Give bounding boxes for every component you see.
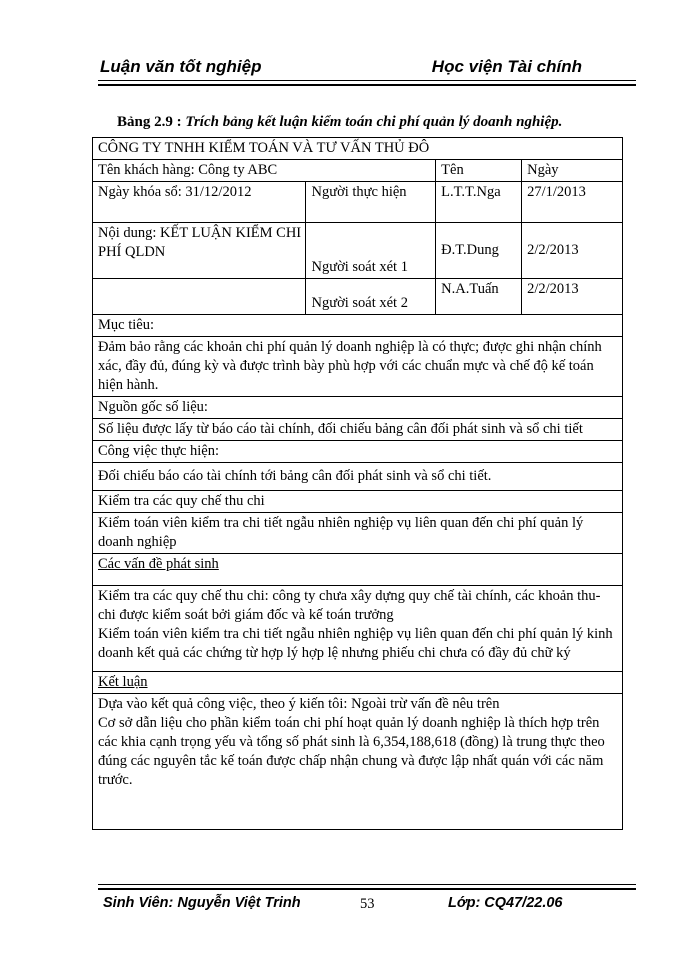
client-name: Tên khách hàng: Công ty ABC: [93, 160, 436, 182]
table-row: [93, 223, 623, 279]
empty-cell: [93, 279, 306, 315]
reviewer1-name: Đ.T.Dung: [436, 223, 522, 279]
conclusion-text-2: Cơ sở dẫn liệu cho phần kiểm toán chi phí hoạt quản lý doanh nghiệp là thích hợp trên các khia cạnh trọng yếu và tổng số phát sinh là 6,354,188,618 (đồng) là trung thực theo đúng các nguyên tắc kế toán được chấp nhận chung và được lập nhất quán với các năm trước.: [98, 715, 605, 788]
conclusion-label: Kết luận: [98, 674, 148, 690]
table-row: [93, 182, 623, 223]
table-row: [93, 554, 623, 586]
source-text: Số liệu được lấy từ báo cáo tài chính, đối chiếu bảng cân đối phát sinh và sổ chi tiết: [93, 419, 623, 441]
reviewer2-label: Người soát xét 2: [306, 279, 436, 315]
objective-text: Đảm bảo rằng các khoản chi phí quản lý doanh nghiệp là có thực; được ghi nhận chính xác, đầy đủ, đúng kỳ và được trình bày phù hợp với các chuẩn mực và chế độ kế toán hiện hành.: [93, 337, 623, 397]
table-row: [93, 513, 623, 554]
column-name-header: Tên: [436, 160, 522, 182]
reviewer2-date: 2/2/2013: [522, 279, 623, 315]
table-row: [93, 491, 623, 513]
table-row: [93, 672, 623, 694]
table-row: [93, 138, 623, 160]
work-label: Công việc thực hiện:: [93, 441, 623, 463]
column-date-header: Ngày: [522, 160, 623, 182]
reviewer1-label: Người soát xét 1: [306, 223, 436, 279]
performer-name: L.T.T.Nga: [436, 182, 522, 223]
table-row: [93, 160, 623, 182]
table-caption: [117, 114, 562, 131]
header-institution: Học viện Tài chính: [431, 57, 582, 76]
table-row: [93, 441, 623, 463]
source-label: Nguồn gốc số liệu:: [93, 397, 623, 419]
footer-rule: [98, 884, 636, 890]
reviewer2-name: N.A.Tuấn: [436, 279, 522, 315]
caption-title: Trích bảng kết luận kiểm toán chi phí quản lý doanh nghiệp.: [185, 114, 563, 130]
objective-label: Mục tiêu:: [93, 315, 623, 337]
footer-student: Sinh Viên: Nguyễn Việt Trinh: [103, 895, 301, 911]
table-row: [93, 694, 623, 830]
table-row: [93, 337, 623, 397]
performer-label: Người thực hiện: [306, 182, 436, 223]
footer-class: Lớp: CQ47/22.06: [448, 895, 563, 911]
check-label: Kiểm tra các quy chế thu chi: [93, 491, 623, 513]
table-row: [93, 463, 623, 491]
conclusion-text: [93, 694, 623, 830]
issues-label-cell: [93, 554, 623, 586]
check-text: Kiểm toán viên kiểm tra chi tiết ngẫu nhiên nghiệp vụ liên quan đến chi phí quản lý doanh nghiệp: [93, 513, 623, 554]
table-row: [93, 586, 623, 672]
company-name: CÔNG TY TNHH KIỂM TOÁN VÀ TƯ VẤN THỦ ĐÔ: [93, 138, 623, 160]
header-rule: [98, 80, 636, 86]
page-number: 53: [360, 896, 375, 912]
table-row: [93, 279, 623, 315]
header-thesis-title: Luận văn tốt nghiệp: [100, 57, 262, 76]
issues-text: [93, 586, 623, 672]
conclusion-label-cell: [93, 672, 623, 694]
caption-label: Bảng 2.9 :: [117, 114, 186, 130]
issues-text-2: Kiểm toán viên kiểm tra chi tiết ngẫu nhiên nghiệp vụ liên quan đến chi phí quản lý kinh doanh kết quả các chứng từ hợp lý hợp lệ nhưng phiếu chi chưa có đầy đủ chữ ký: [98, 626, 613, 661]
content-label: Nội dung: KẾT LUẬN KIỂM CHI PHÍ QLDN: [93, 223, 306, 279]
issues-label: Các vấn đề phát sinh: [98, 556, 219, 572]
issues-text-1: Kiểm tra các quy chế thu chi: công ty chưa xây dựng quy chế tài chính, các khoản thu-chi được kiểm soát bởi giám đốc và kế toán trưởng: [98, 588, 601, 623]
performer-date: 27/1/2013: [522, 182, 623, 223]
audit-conclusion-table: [92, 137, 623, 830]
conclusion-text-1: Dựa vào kết quả công việc, theo ý kiến tôi: Ngoài trừ vấn đề nêu trên: [98, 696, 500, 712]
closing-date: Ngày khóa sổ: 31/12/2012: [93, 182, 306, 223]
table-row: [93, 397, 623, 419]
work-text: Đối chiếu báo cáo tài chính tới bảng cân đối phát sinh và sổ chi tiết.: [93, 463, 623, 491]
table-row: [93, 419, 623, 441]
table-row: [93, 315, 623, 337]
reviewer1-date: 2/2/2013: [522, 223, 623, 279]
